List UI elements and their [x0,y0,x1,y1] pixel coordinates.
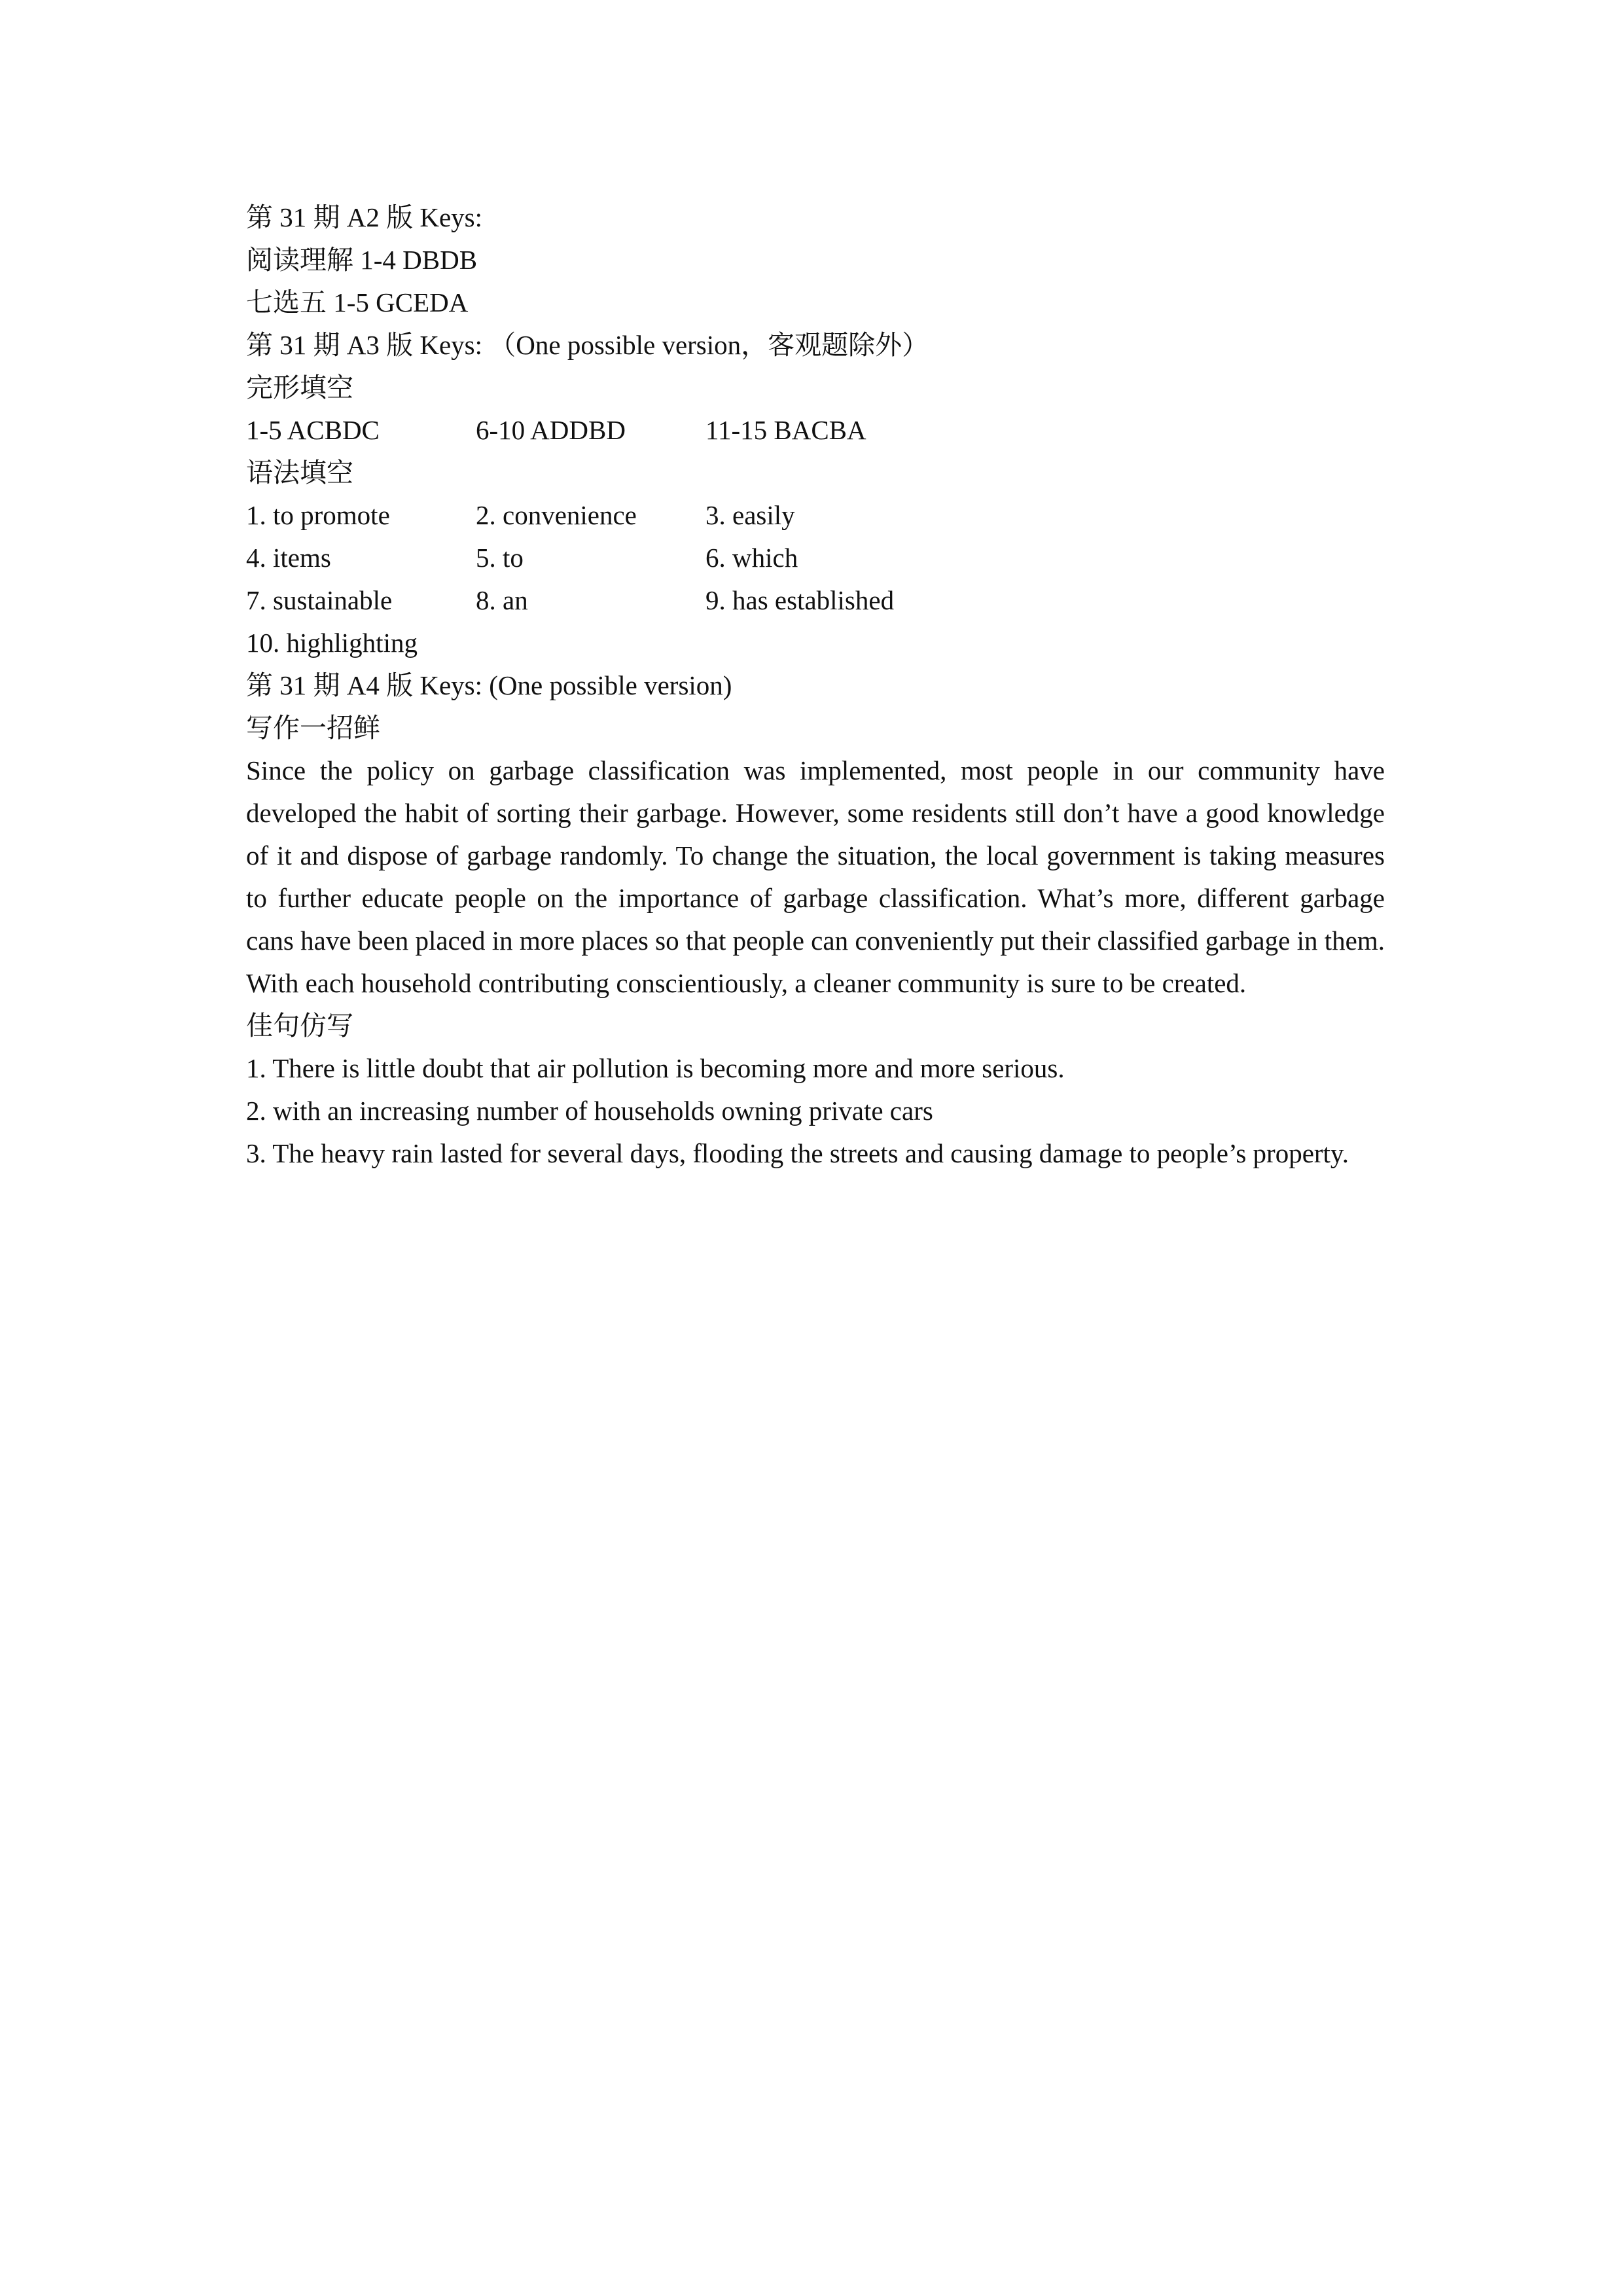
grammar-answer: 6. which [705,543,798,573]
a3-header: 第 31 期 A3 版 Keys: （One possible version，客观题除外） [246,330,929,360]
imitation-item: 3. The heavy rain lasted for several days, flooding the streets and causing damage to people’s property. [246,1138,1349,1168]
imitation-item: 2. with an increasing number of households owning private cars [246,1096,933,1126]
writing-paragraph: Since the policy on garbage classification was implemented, most people in our community have developed the habit of sorting their garbage. However, some residents still don’t have a good knowledge of it and dispose of garbage randomly. To change the situation, the local government is taking measures to further educate people on the importance of garbage classification. What’s more, different garbage cans have been placed in more places so that people can conveniently put their classified garbage in them. With each household contributing conscientiously, a cleaner community is sure to be created. [246,755,1392,998]
cloze-answer: 1-5 ACBDC [246,415,380,445]
grammar-answer: 1. to promote [246,500,390,530]
grammar-answer: 7. sustainable [246,585,393,615]
grammar-answers-row [246,494,1385,537]
reading-answers: 阅读理解 1-4 DBDB [246,245,478,275]
seven-choose-five-answers: 七选五 1-5 GCEDA [246,287,469,317]
grammar-answer: 4. items [246,543,331,573]
writing-title: 写作一招鲜 [246,713,380,743]
cloze-answer: 11-15 BACBA [705,415,866,445]
grammar-answer: 2. convenience [476,500,637,530]
grammar-answer: 5. to [476,543,524,573]
imitation-title: 佳句仿写 [246,1011,353,1041]
cloze-answer: 6-10 ADDBD [476,415,626,445]
a2-header: 第 31 期 A2 版 Keys: [246,202,483,232]
answer-key-document [246,196,1392,1175]
grammar-title: 语法填空 [246,457,353,488]
grammar-answers-row [246,579,1385,622]
imitation-item: 1. There is little doubt that air pollution is becoming more and more serious. [246,1053,1065,1083]
grammar-answer: 9. has established [705,585,895,615]
grammar-answer: 3. easily [705,500,795,530]
grammar-answer-last: 10. highlighting [246,628,418,658]
a4-header: 第 31 期 A4 版 Keys: (One possible version) [246,670,732,700]
cloze-title: 完形填空 [246,372,353,403]
grammar-answer: 8. an [476,585,528,615]
cloze-answers-row [246,409,1385,452]
grammar-answers-row [246,537,1385,579]
